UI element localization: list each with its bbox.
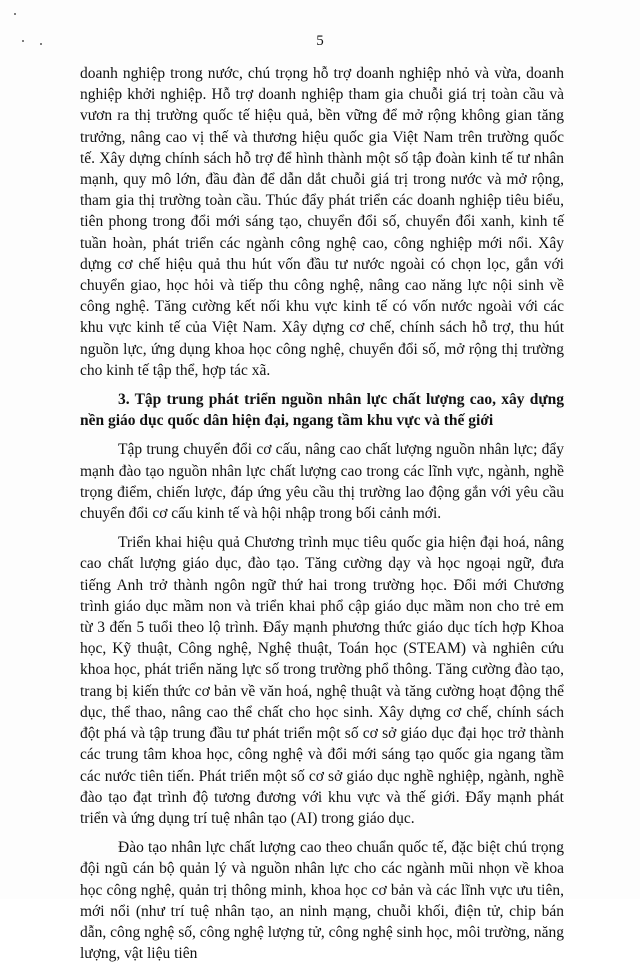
page-number: 5 [316,33,324,49]
document-body [80,63,564,972]
section-heading: 3. Tập trung phát triển nguồn nhân lực chất lượng cao, xây dựng nền giáo dục quốc dân hiện đại, ngang tầm khu vực và thế giới [80,391,564,430]
paragraph: Tập trung chuyển đổi cơ cấu, nâng cao chất lượng nguồn nhân lực; đẩy mạnh đào tạo nguồn nhân lực chất lượng cao trong các lĩnh vực, ngành, nghề trọng điểm, chiến lược, đáp ứng yêu cầu thị trường lao động gắn với yêu cầu chuyển đổi cơ cấu kinh tế và hội nhập trong bối cảnh mới. [80,441,564,523]
paragraph: Đào tạo nhân lực chất lượng cao theo chuẩn quốc tế, đặc biệt chú trọng đội ngũ cán bộ quản lý và nguồn nhân lực cho các ngành mũi nhọn về khoa học công nghệ, quản trị thông minh, khoa học cơ bản và các lĩnh vực ưu tiên, mới nổi (như trí tuệ nhân tạo, an ninh mạng, chuỗi khối, điện tử, chip bán dẫn, công nghệ số, công nghệ lượng tử, công nghệ sinh học, môi trường, năng lượng, vật liệu tiên [80,839,564,963]
paragraph-continuation: doanh nghiệp trong nước, chú trọng hỗ trợ doanh nghiệp nhỏ và vừa, doanh nghiệp khởi nghiệp. Hỗ trợ doanh nghiệp tham gia chuỗi giá trị toàn cầu và vươn ra thị trường quốc tế hiệu quả, bền vững để mở rộng không gian tăng trưởng, nâng cao vị thế và thương hiệu quốc gia Việt Nam trên trường quốc tế. Xây dựng chính sách hỗ trợ để hình thành một số tập đoàn kinh tế tư nhân mạnh, quy mô lớn, đầu đàn để dẫn dắt chuỗi giá trị trong nước và mở rộng, tham gia thị trường toàn cầu. Thúc đẩy phát triển các doanh nghiệp tiêu biểu, tiên phong trong đổi mới sáng tạo, chuyển đổi số, chuyển đổi xanh, kinh tế tuần hoàn, phát triển các ngành công nghệ cao, công nghiệp mới nổi. Xây dựng cơ chế hiệu quả thu hút vốn đầu tư nước ngoài có chọn lọc, gắn với chuyển giao, học hỏi và tiếp thu công nghệ, nâng cao năng lực nội sinh về công nghệ. Tăng cường kết nối khu vực kinh tế có vốn nước ngoài với các khu vực kinh tế của Việt Nam. Xây dựng cơ chế, chính sách hỗ trợ, thu hút nguồn lực, ứng dụng khoa học công nghệ, chuyển đổi số, mở rộng thị trường cho kinh tế tập thể, hợp tác xã. [80,65,564,379]
paragraph: Triển khai hiệu quả Chương trình mục tiêu quốc gia hiện đại hoá, nâng cao chất lượng giáo dục, đào tạo. Tăng cường dạy và học ngoại ngữ, đưa tiếng Anh trở thành ngôn ngữ thứ hai trong trường học. Đổi mới Chương trình giáo dục mầm non và triển khai phổ cập giáo dục mầm non cho trẻ em từ 3 đến 5 tuổi theo lộ trình. Đẩy mạnh phương thức giáo dục tích hợp Khoa học, Kỹ thuật, Công nghệ, Nghệ thuật, Toán học (STEAM) và nghiên cứu khoa học, phát triển năng lực số trong trường phổ thông. Tăng cường đào tạo, trang bị kiến thức cơ bản về văn hoá, nghệ thuật và tăng cường hoạt động thể dục, thể thao, nâng cao thể chất cho học sinh. Xây dựng cơ chế, chính sách đột phá và tập trung đầu tư phát triển một số cơ sở giáo dục đại học trở thành các trung tâm khoa học, công nghệ và đổi mới sáng tạo quốc gia ngang tầm các nước tiên tiến. Phát triển một số cơ sở giáo dục nghề nghiệp, ngành, nghề đào tạo đạt trình độ tương đương với khu vực và thế giới. Đẩy mạnh phát triển và ứng dụng trí tuệ nhân tạo (AI) trong giáo dục. [80,534,564,827]
scan-speck [14,13,16,15]
